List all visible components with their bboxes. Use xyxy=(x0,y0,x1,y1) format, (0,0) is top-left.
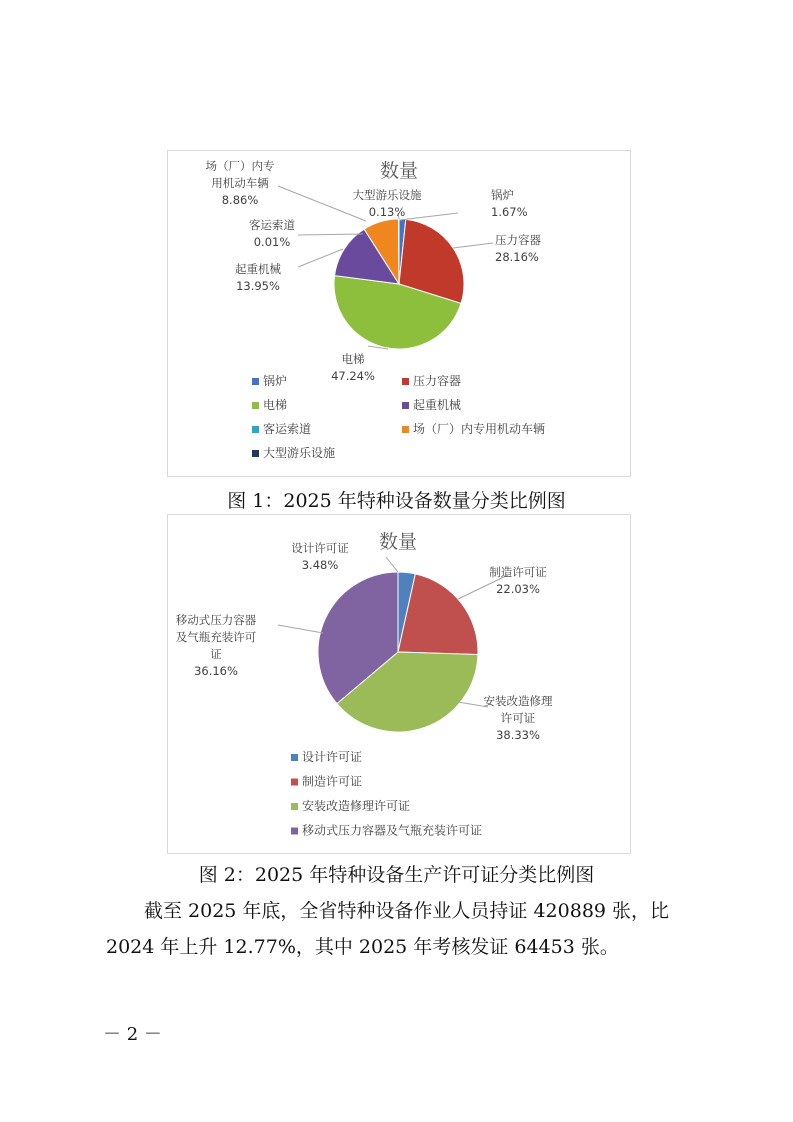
data-label-text: 及气瓶充装许可 xyxy=(175,630,257,644)
leader-line-0 xyxy=(386,557,398,572)
legend-swatch xyxy=(402,402,409,409)
legend-label: 起重机械 xyxy=(413,398,462,412)
legend-label: 移动式压力容器及气瓶充装许可证 xyxy=(302,823,483,838)
paragraph-line-2: 2024 年上升 12.77%，其中 2025 年考核发证 64453 张。 xyxy=(106,936,619,958)
data-label-3 xyxy=(176,613,257,678)
legend-swatch xyxy=(252,402,259,409)
pie-chart-production-license xyxy=(167,514,631,854)
legend-label: 锅炉 xyxy=(263,374,288,388)
legend-label: 电梯 xyxy=(263,398,288,412)
data-label-text: 设计许可证 xyxy=(291,541,349,555)
data-label-3 xyxy=(235,262,281,293)
data-label-text: 压力容器 xyxy=(495,233,541,247)
legend-item-0 xyxy=(252,373,287,388)
data-label-6 xyxy=(353,188,422,219)
data-label-text: 客运索道 xyxy=(249,218,295,232)
data-label-0 xyxy=(491,188,528,219)
legend-swatch xyxy=(252,426,259,433)
legend-label: 大型游乐设施 xyxy=(263,446,336,460)
legend-item-5 xyxy=(402,421,545,436)
legend-swatch xyxy=(252,378,259,385)
data-label-text: 安装改造修理 xyxy=(483,694,553,708)
data-label-1 xyxy=(489,565,547,596)
data-label-text: 47.24% xyxy=(331,369,375,383)
legend-label: 设计许可证 xyxy=(302,750,363,764)
data-label-text: 36.16% xyxy=(194,664,238,678)
legend-swatch xyxy=(291,828,298,835)
data-label-0 xyxy=(291,541,349,572)
pie-chart-1-svg xyxy=(168,151,630,476)
legend-item-3 xyxy=(402,397,461,412)
data-label-text: 起重机械 xyxy=(235,262,281,276)
data-label-text: 0.13% xyxy=(368,205,406,219)
legend-item-1 xyxy=(291,774,362,789)
data-label-text: 大型游乐设施 xyxy=(352,188,422,202)
data-label-4 xyxy=(249,218,295,249)
legend-swatch xyxy=(252,450,259,457)
legend-label: 场（厂）内专用机动车辆 xyxy=(413,422,546,436)
data-label-text: 38.33% xyxy=(496,728,540,742)
data-label-text: 8.86% xyxy=(221,193,259,207)
legend-swatch xyxy=(291,754,298,761)
data-label-text: 锅炉 xyxy=(491,188,514,202)
leader-line-3 xyxy=(298,249,343,267)
legend-label: 压力容器 xyxy=(413,374,462,388)
data-label-2 xyxy=(331,352,375,383)
figure-2-caption: 图 2：2025 年特种设备生产许可证分类比例图 xyxy=(198,864,595,886)
data-label-text: 用机动车辆 xyxy=(211,176,269,190)
data-label-5 xyxy=(206,159,275,207)
legend-swatch xyxy=(291,803,298,810)
data-label-text: 证 xyxy=(210,647,222,661)
page-number: － 2 － xyxy=(103,1024,162,1045)
legend-swatch xyxy=(402,378,409,385)
legend-item-0 xyxy=(291,749,362,764)
leader-line-3 xyxy=(278,625,323,633)
data-label-text: 3.48% xyxy=(301,558,339,572)
legend-item-3 xyxy=(291,823,482,838)
leader-line-1 xyxy=(453,243,493,248)
pie-slice-6 xyxy=(398,219,399,284)
data-label-1 xyxy=(495,233,541,264)
data-label-text: 移动式压力容器 xyxy=(175,613,257,627)
data-label-text: 制造许可证 xyxy=(489,565,547,579)
pie-chart-equipment-quantity xyxy=(167,150,631,477)
leader-line-0 xyxy=(400,213,458,220)
chart-title: 数量 xyxy=(378,531,418,553)
data-label-text: 场（厂）内专 xyxy=(205,159,275,173)
legend-item-4 xyxy=(252,421,311,436)
legend-label: 客运索道 xyxy=(263,422,312,436)
legend-item-2 xyxy=(252,397,287,412)
legend-item-6 xyxy=(252,445,335,460)
legend-swatch xyxy=(291,779,298,786)
pie-chart-2-svg xyxy=(168,515,630,853)
data-label-2 xyxy=(484,694,553,742)
figure-1-caption: 图 1：2025 年特种设备数量分类比例图 xyxy=(227,490,566,512)
legend-item-1 xyxy=(402,373,461,388)
data-label-text: 许可证 xyxy=(500,711,536,725)
paragraph-line-1: 截至 2025 年底，全省特种设备作业人员持证 420889 张，比 xyxy=(144,900,670,922)
data-label-text: 13.95% xyxy=(236,279,280,293)
chart-title: 数量 xyxy=(379,160,419,182)
data-label-text: 0.01% xyxy=(253,235,291,249)
legend-item-2 xyxy=(291,798,410,813)
data-label-text: 28.16% xyxy=(495,250,539,264)
legend-swatch xyxy=(402,426,409,433)
leader-line-4 xyxy=(298,234,363,235)
legend-label: 安装改造修理许可证 xyxy=(302,799,411,813)
data-label-text: 电梯 xyxy=(341,352,365,366)
data-label-text: 1.67% xyxy=(491,205,528,219)
legend-label: 制造许可证 xyxy=(302,774,363,789)
data-label-text: 22.03% xyxy=(496,582,540,596)
